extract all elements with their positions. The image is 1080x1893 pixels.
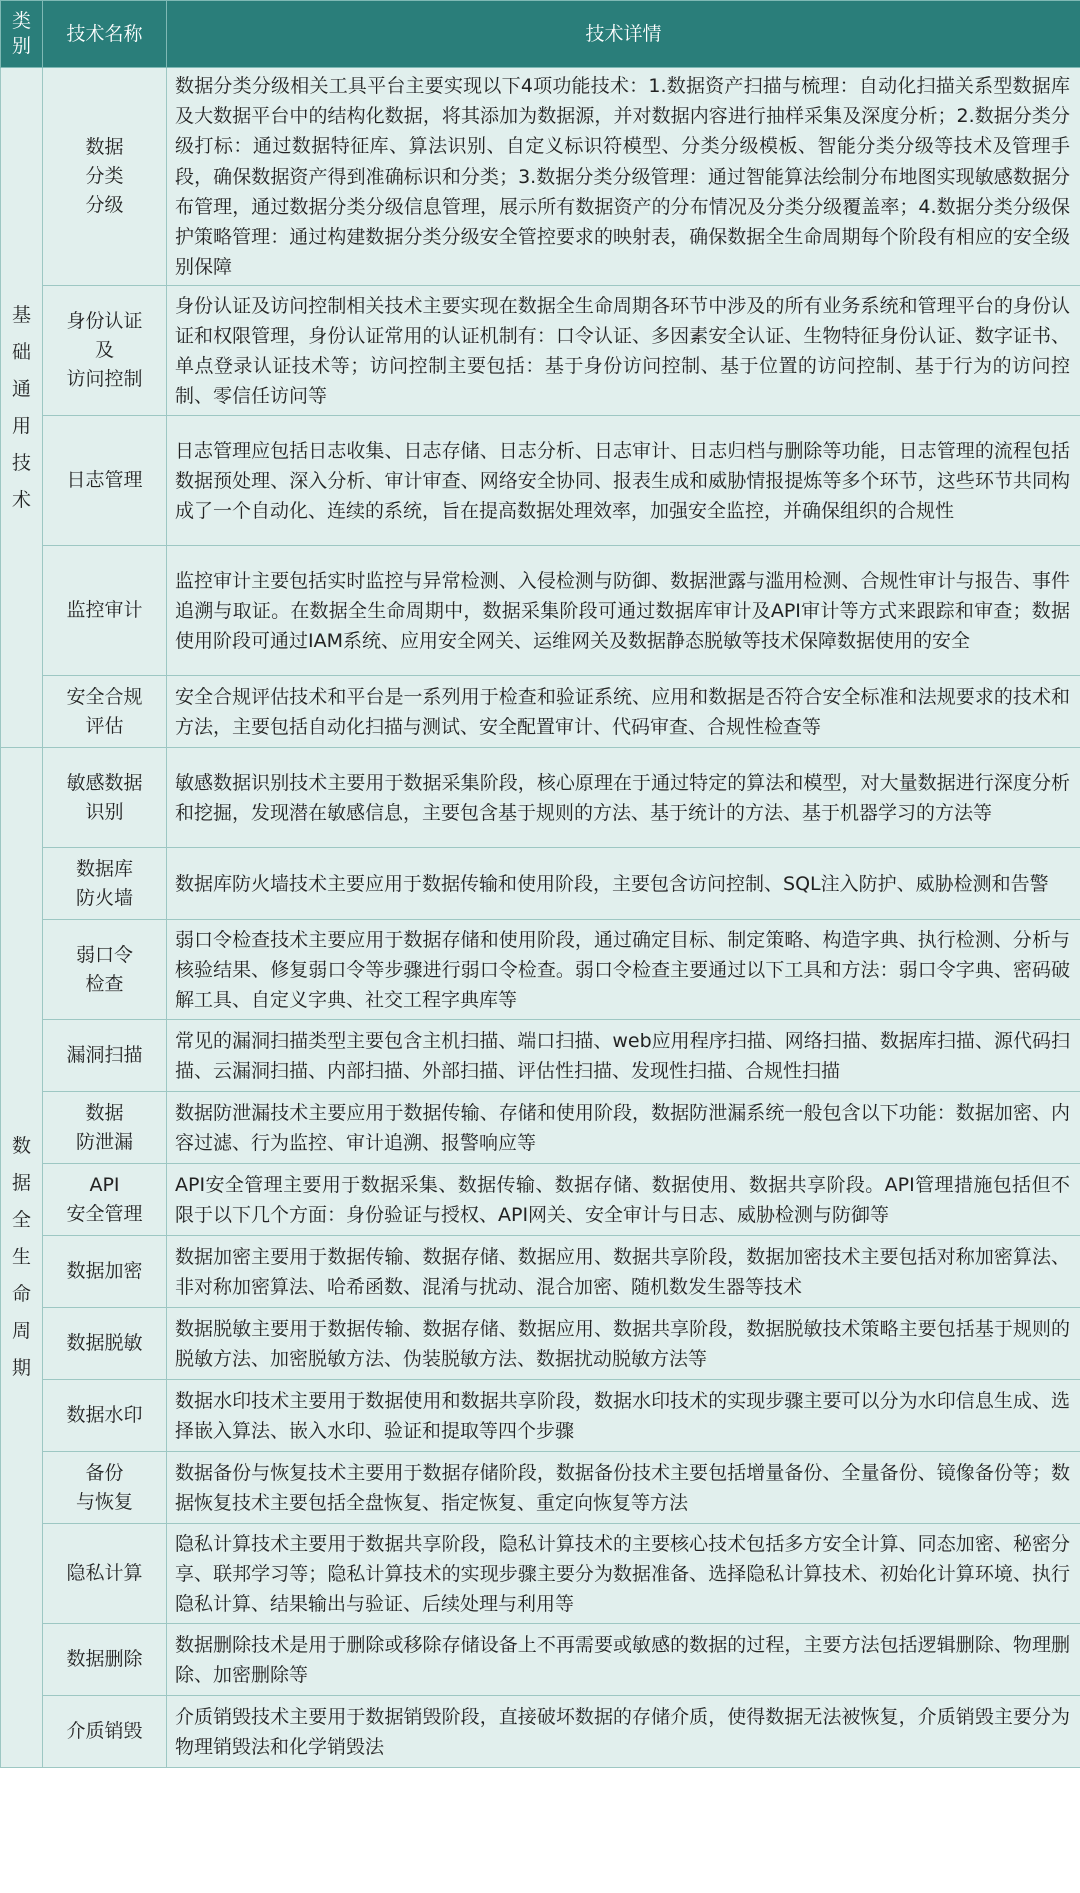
table-row xyxy=(1,1092,1080,1164)
table-row xyxy=(1,286,1080,416)
tech-detail: 介质销毁技术主要用于数据销毁阶段，直接破坏数据的存储介质，使得数据无法被恢复，介质销毁主要分为物理销毁法和化学销毁法 xyxy=(167,1696,1080,1768)
category-cell-basic: 基础通用技术 xyxy=(1,68,43,748)
table-row xyxy=(1,1696,1080,1768)
tech-name: 介质销毁 xyxy=(43,1696,167,1768)
tech-name: 敏感数据 识别 xyxy=(43,748,167,848)
tech-detail: 数据脱敏主要用于数据传输、数据存储、数据应用、数据共享阶段，数据脱敏技术策略主要包括基于规则的脱敏方法、加密脱敏方法、伪装脱敏方法、数据扰动脱敏方法等 xyxy=(167,1308,1080,1380)
table-row xyxy=(1,1624,1080,1696)
tech-detail: 身份认证及访问控制相关技术主要实现在数据全生命周期各环节中涉及的所有业务系统和管理平台的身份认证和权限管理，身份认证常用的认证机制有：口令认证、多因素安全认证、生物特征身份认证、数字证书、单点登录认证技术等；访问控制主要包括：基于身份访问控制、基于位置的访问控制、基于行为的访问控制、零信任访问等 xyxy=(167,286,1080,416)
table-row xyxy=(1,1380,1080,1452)
tech-detail: 数据水印技术主要用于数据使用和数据共享阶段，数据水印技术的实现步骤主要可以分为水印信息生成、选择嵌入算法、嵌入水印、验证和提取等四个步骤 xyxy=(167,1380,1080,1452)
tech-detail: 数据防泄漏技术主要应用于数据传输、存储和使用阶段，数据防泄漏系统一般包含以下功能：数据加密、内容过滤、行为监控、审计追溯、报警响应等 xyxy=(167,1092,1080,1164)
table-row xyxy=(1,748,1080,848)
tech-detail: 数据库防火墙技术主要应用于数据传输和使用阶段，主要包含访问控制、SQL注入防护、威胁检测和告警 xyxy=(167,848,1080,920)
tech-name: 数据库 防火墙 xyxy=(43,848,167,920)
tech-detail: 隐私计算技术主要用于数据共享阶段，隐私计算技术的主要核心技术包括多方安全计算、同态加密、秘密分享、联邦学习等；隐私计算技术的实现步骤主要分为数据准备、选择隐私计算技术、初始化计算环境、执行隐私计算、结果输出与验证、后续处理与利用等 xyxy=(167,1524,1080,1624)
tech-name: 隐私计算 xyxy=(43,1524,167,1624)
tech-detail: 数据加密主要用于数据传输、数据存储、数据应用、数据共享阶段，数据加密技术主要包括对称加密算法、非对称加密算法、哈希函数、混淆与扰动、混合加密、随机数发生器等技术 xyxy=(167,1236,1080,1308)
tech-name: 数据脱敏 xyxy=(43,1308,167,1380)
tech-name: 身份认证 及 访问控制 xyxy=(43,286,167,416)
tech-name: 数据水印 xyxy=(43,1380,167,1452)
tech-detail: 常见的漏洞扫描类型主要包含主机扫描、端口扫描、web应用程序扫描、网络扫描、数据库扫描、源代码扫描、云漏洞扫描、内部扫描、外部扫描、评估性扫描、发现性扫描、合规性扫描 xyxy=(167,1020,1080,1092)
tech-name: 弱口令 检查 xyxy=(43,920,167,1020)
tech-name: 安全合规 评估 xyxy=(43,676,167,748)
header-row xyxy=(1,1,1080,68)
tech-detail: 数据备份与恢复技术主要用于数据存储阶段，数据备份技术主要包括增量备份、全量备份、镜像备份等；数据恢复技术主要包括全盘恢复、指定恢复、重定向恢复等方法 xyxy=(167,1452,1080,1524)
tech-name: 监控审计 xyxy=(43,546,167,676)
tech-detail: 安全合规评估技术和平台是一系列用于检查和验证系统、应用和数据是否符合安全标准和法规要求的技术和方法，主要包括自动化扫描与测试、安全配置审计、代码审查、合规性检查等 xyxy=(167,676,1080,748)
tech-detail: API安全管理主要用于数据采集、数据传输、数据存储、数据使用、数据共享阶段。API管理措施包括但不限于以下几个方面：身份验证与授权、API网关、安全审计与日志、威胁检测与防御等 xyxy=(167,1164,1080,1236)
tech-detail: 敏感数据识别技术主要用于数据采集阶段，核心原理在于通过特定的算法和模型，对大量数据进行深度分析和挖掘，发现潜在敏感信息，主要包含基于规则的方法、基于统计的方法、基于机器学习的方法等 xyxy=(167,748,1080,848)
header-tech-detail: 技术详情 xyxy=(167,1,1080,68)
table-row xyxy=(1,676,1080,748)
table-row xyxy=(1,416,1080,546)
table-row xyxy=(1,1020,1080,1092)
header-tech-name: 技术名称 xyxy=(43,1,167,68)
table-row xyxy=(1,920,1080,1020)
tech-detail: 日志管理应包括日志收集、日志存储、日志分析、日志审计、日志归档与删除等功能，日志管理的流程包括数据预处理、深入分析、审计审查、网络安全协同、报表生成和威胁情报提炼等多个环节，这些环节共同构成了一个自动化、连续的系统，旨在提高数据处理效率，加强安全监控，并确保组织的合规性 xyxy=(167,416,1080,546)
table-row xyxy=(1,1236,1080,1308)
tech-name: API 安全管理 xyxy=(43,1164,167,1236)
table-row xyxy=(1,848,1080,920)
tech-name: 日志管理 xyxy=(43,416,167,546)
tech-name: 数据 分类 分级 xyxy=(43,68,167,286)
table-row xyxy=(1,1164,1080,1236)
tech-detail: 监控审计主要包括实时监控与异常检测、入侵检测与防御、数据泄露与滥用检测、合规性审计与报告、事件追溯与取证。在数据全生命周期中，数据采集阶段可通过数据库审计及API审计等方式来跟踪和审查；数据使用阶段可通过IAM系统、应用安全网关、运维网关及数据静态脱敏等技术保障数据使用的安全 xyxy=(167,546,1080,676)
category-cell-lifecycle: 数据全生命周期 xyxy=(1,748,43,1768)
tech-detail: 弱口令检查技术主要应用于数据存储和使用阶段，通过确定目标、制定策略、构造字典、执行检测、分析与核验结果、修复弱口令等步骤进行弱口令检查。弱口令检查主要通过以下工具和方法：弱口令字典、密码破解工具、自定义字典、社交工程字典库等 xyxy=(167,920,1080,1020)
table-row xyxy=(1,68,1080,286)
table-row xyxy=(1,1524,1080,1624)
table-row xyxy=(1,1308,1080,1380)
tech-name: 数据删除 xyxy=(43,1624,167,1696)
table-row xyxy=(1,546,1080,676)
tech-name: 备份 与恢复 xyxy=(43,1452,167,1524)
table-row xyxy=(1,1452,1080,1524)
tech-detail: 数据分类分级相关工具平台主要实现以下4项功能技术：1.数据资产扫描与梳理：自动化扫描关系型数据库及大数据平台中的结构化数据，将其添加为数据源，并对数据内容进行抽样采集及深度分析；2.数据分类分级打标：通过数据特征库、算法识别、自定义标识符模型、分类分级模板、智能分类分级等技术及管理手段，确保数据资产得到准确标识和分类；3.数据分类分级管理：通过智能算法绘制分布地图实现敏感数据分布管理，通过数据分类分级信息管理，展示所有数据资产的分布情况及分类分级覆盖率；4.数据分类分级保护策略管理：通过构建数据分类分级安全管控要求的映射表，确保数据全生命周期每个阶段有相应的安全级别保障 xyxy=(167,68,1080,286)
tech-name: 漏洞扫描 xyxy=(43,1020,167,1092)
tech-name: 数据加密 xyxy=(43,1236,167,1308)
header-category: 类别 xyxy=(1,1,43,68)
tech-name: 数据 防泄漏 xyxy=(43,1092,167,1164)
tech-detail: 数据删除技术是用于删除或移除存储设备上不再需要或敏感的数据的过程，主要方法包括逻辑删除、物理删除、加密删除等 xyxy=(167,1624,1080,1696)
